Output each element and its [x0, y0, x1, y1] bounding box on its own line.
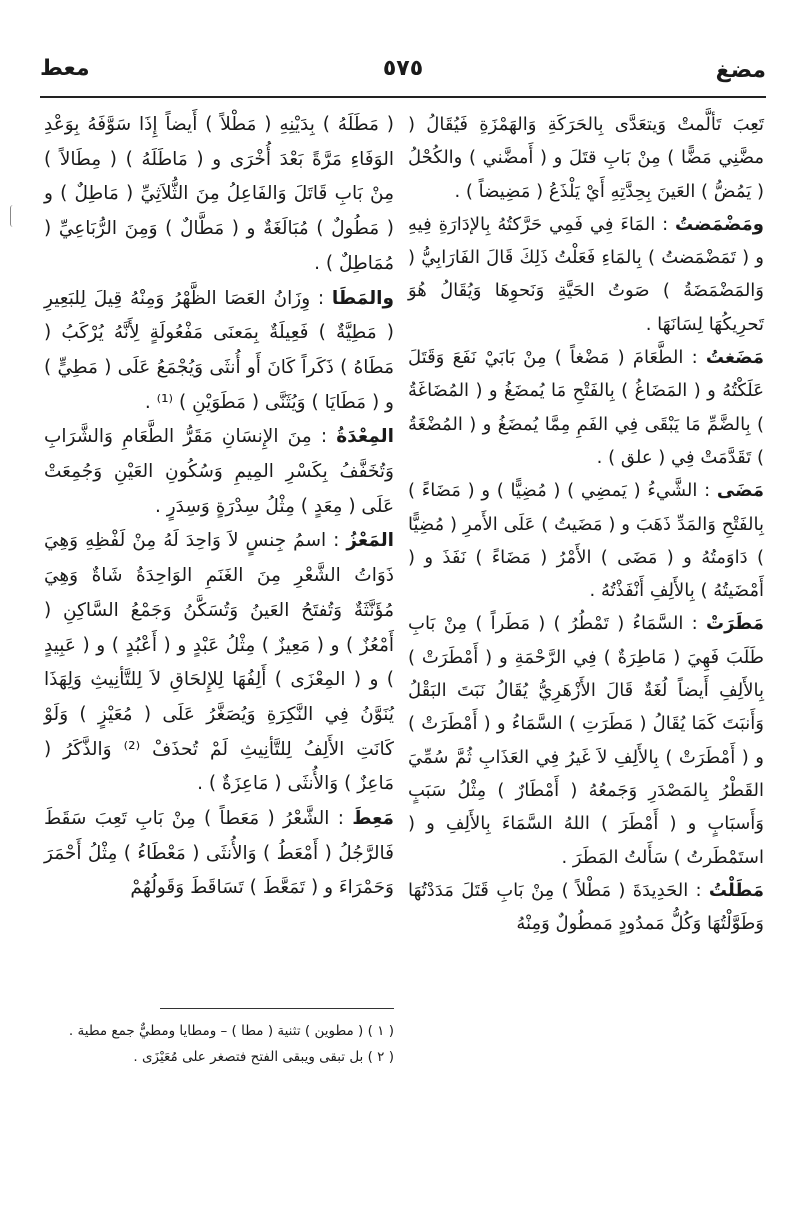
footnote: ( ١ ) ( مطوين ) تثنية ( مطا ) – ومطايا ومطيٌّ جمع مطية .: [68, 1023, 394, 1039]
entry-headword: مَطَلْتُ: [708, 879, 764, 901]
entry-headword: والمَطَا: [331, 287, 394, 309]
page-edge-mark: [10, 205, 17, 227]
left-guide-word: معط: [40, 56, 90, 81]
entry-headword: مَضَغتُ: [705, 347, 764, 369]
entry: [44, 420, 394, 524]
footnote: ( ٢ ) بل تبقى ويبقى الفتح فتصغر على مُعَيْزَى .: [133, 1049, 394, 1065]
entry-text: : اسمُ جِنسٍ لاَ وَاحِدَ لَهُ مِنْ لَفْظِهِ وَهِيَ ذَوَاتُ الشَّعْرِ مِنَ الغَنَمِ الوَاحِدَةُ شَاةٌ وَهِيَ مُؤَنَّثَةٌ وَتُفتَحُ العَينُ وَتُسَكَّنُ وَجَمْعُ السَّاكِنِ ( أَمْعُزٌ ) و ( مَعِيزٌ ) مِثْلُ عَبْدٍ و ( أَعْبُدٍ ) و ( عَبِيدٍ ) و ( المِعْزَى ) أَلِفُهَا لِلإِلحَاقِ لاَ لِلتَّأنِيثِ وَلِهَذَا يُنَوَّنُ فِي النَّكِرَةِ وَيُصَغَّرُ عَلَى ( مُعَيْزٍ ) وَلَوْ كَانَتِ الأَلِفُ لِلتَّأنِيثِ لَمْ تُحذَفْ ⁽²⁾ وَالذَّكَرُ ( مَاعِزٌ ) وَالأُنثَى ( مَاعِزَةٌ ) .: [44, 530, 394, 795]
entry-text: : مِنَ الإِنسَانِ مَقَرُّ الطَّعَامِ وَالشَّرَابِ وَتُخَفَّفُ بِكَسْرِ المِيمِ وَسُكُونِ العَيْنِ وَجُمِعَتْ عَلَى ( مِعَدٍ ) مِثْلُ سِدْرَةٍ وَسِدَرٍ .: [44, 426, 394, 517]
page-number: ٥٧٥: [382, 56, 424, 81]
entry: [408, 474, 764, 607]
page-header: [40, 52, 766, 92]
entry-text: : السَّمَاءُ ( تَمْطُرُ ) ( مَطَراً ) مِنْ بَابِ طَلَبَ فَهِيَ ( مَاطِرَةٌ ) فِي الرَّحْمَةِ و ( أَمْطَرَتْ ) بِالأَلِفِ أَيضاً لُغَةٌ قَالَ الأَزْهَرِيُّ يُقَالُ نَبَتَ البَقْلُ وَأَنبَتَ كَمَا يُقَالُ ( مَطَرَتِ ) السَّمَاءُ و ( أَمْطَرَتْ ) و ( أَمْطَرَتْ ) بِالأَلِفِ لاَ غَيرُ فِي العَذَابِ ثُمَّ سُمِّيَ القَطْرُ بِالمَصْدَرِ وَجَمعُهُ ( أَمْطَارٌ ) مِثْلُ سَبَبٍ وَأَسبَابٍ و ( أَمْطَرَ ) اللهُ السَّمَاءَ بِالأَلِفِ و ( استَمْطَرتُ ) سَأَلتُ المَطَرَ .: [408, 613, 764, 868]
entry: [408, 607, 764, 873]
right-column: [408, 108, 764, 940]
entry-text: : المَاءَ فِي فَمِي حَرَّكتُهُ بِالإدَارَةِ فِيهِ و ( تَمَضْمَضتُ ) بِالمَاءِ فَعَلْتُ ذَلِكَ قَالَ الفَارَابِيُّ ( وَالمَضْمَضَةُ ) صَوتُ الحَيَّةِ وَنَحوِهَا وَيُقَالُ هُوَ تَحرِيكُهَا لِسَانَهَا .: [408, 213, 764, 335]
entry-text: : وِزَانُ العَصَا الظَّهْرُ وَمِنْهُ قِيلَ لِلبَعِيرِ ( مَطِيَّةٌ ) فَعِيلَةٌ بِمَعنَى مَفْعُولَةٍ لِأَنَّهُ يُرْكَبُ ( مَطَاهُ ) ذَكَراً كَانَ أَو أُنثَى وَيُجْمَعُ عَلَى ( مَطِيٍّ ) و ( مَطَايَا ) وَيُثَنَّى ( مَطَوَيْنِ ) ⁽¹⁾ .: [44, 287, 394, 413]
entry-headword: مَطَرَتْ: [706, 613, 764, 635]
entry-text: : الشَّيءُ ( يَمضِي ) ( مُضِيًّا ) و ( مَضَاءً ) بِالفَتْحِ وَالمَدِّ ذَهَبَ و ( مَضَيتُ ) عَلَى الأَمرِ ( مُضِيًّا ) دَاوَمتُهُ و ( مَضَى ) الأَمْرُ ( مَضَاءً ) نَفَذَ و ( أَمْضَيتُهُ ) بِالأَلِفِ أَنْفَذْتُهُ .: [408, 480, 764, 602]
entry-text: تَعِبَ تَألَّمتْ وَيتعَدَّى بِالحَرَكَةِ وَالهَمْزَةِ فَيُقَالُ ( مضَّنِي مَضًّا ) مِنْ بَابِ قتَلَ و ( أَمضَّني ) والكُحْلُ ( يَمُضُّ ) العَينَ بِحِدَّتِهِ أَيْ يَلْذَعُ ( مَضِيضاً ) .: [408, 114, 764, 202]
entry-headword: مَعِطَ: [352, 808, 394, 830]
entry-text: : الحَدِيدَةَ ( مَطْلاً ) مِنْ بَابِ قَتَلَ مَدَدْتُهَا وَطَوَّلْتُهَا وَكُلُّ مَمدُودٍ مَمطُولٌ وَمِنْهُ: [408, 879, 764, 935]
entry: [408, 208, 764, 341]
entry: [44, 108, 394, 282]
entry: [408, 108, 764, 208]
entry-headword: مَضَى: [716, 480, 764, 502]
entry-text: ( مَطَلَهُ ) بِدَيْنِهِ ( مَطْلاً ) أَيضاً إِذَا سَوَّفَهُ بِوَعْدِ الوَفَاءِ مَرَّةً بَعْدَ أُخْرَى و ( مَاطَلَهُ ) ( مِطَالاً ) مِنْ بَابِ قَاتَلَ وَالفَاعِلُ مِنَ الثُّلاَثِيِّ ( مَاطِلٌ ) و ( مَطُولٌ ) مُبَالَغَةٌ و ( مَطَّالٌ ) وَمِنَ الرُّبَاعِيِّ ( مُمَاطِلٌ ) .: [44, 114, 394, 274]
entry-text: : الطَّعَامَ ( مَضْغاً ) مِنْ بَابَيْ نَفَعَ وَقَتَلَ عَلَكْتُهُ و ( المَضَاغُ ) بِالفَتْحِ مَا يُمضَغُ و ( المُضَاغَةُ ) بِالضَّمِّ مَا يَبْقَى فِي الفَمِ مِمَّا يُمضَغُ و ( المُضْغَةُ ) تَقَدَّمَتْ فِي ( علق ) .: [408, 347, 764, 468]
entry-headword: ومَضْمَضتُ: [675, 213, 764, 235]
right-guide-word: مضغ: [715, 58, 766, 83]
entry-text: : الشَّعْرُ ( مَعَطاً ) مِنْ بَابِ تَعِبَ سَقَطَ فَالرَّجُلُ ( أَمْعَطُ ) وَالأُنثَى ( مَعْطَاءُ ) مِثْلُ أَحْمَرَ وَحَمْرَاءَ و ( تَمَعَّطَ ) تَسَاقَطَ وَقَولُهُمْ: [44, 808, 394, 899]
entry: [44, 524, 394, 802]
entry: [44, 802, 394, 906]
entry: [408, 874, 764, 941]
header-rule: [40, 96, 766, 98]
footnotes: [44, 1018, 394, 1070]
entry: [408, 341, 764, 474]
entry: [44, 282, 394, 421]
entry-headword: المَعْزُ: [346, 530, 394, 552]
entry-headword: المِعْدَةُ: [336, 426, 394, 448]
footnote-rule: [160, 1008, 394, 1009]
left-column: [44, 108, 394, 906]
